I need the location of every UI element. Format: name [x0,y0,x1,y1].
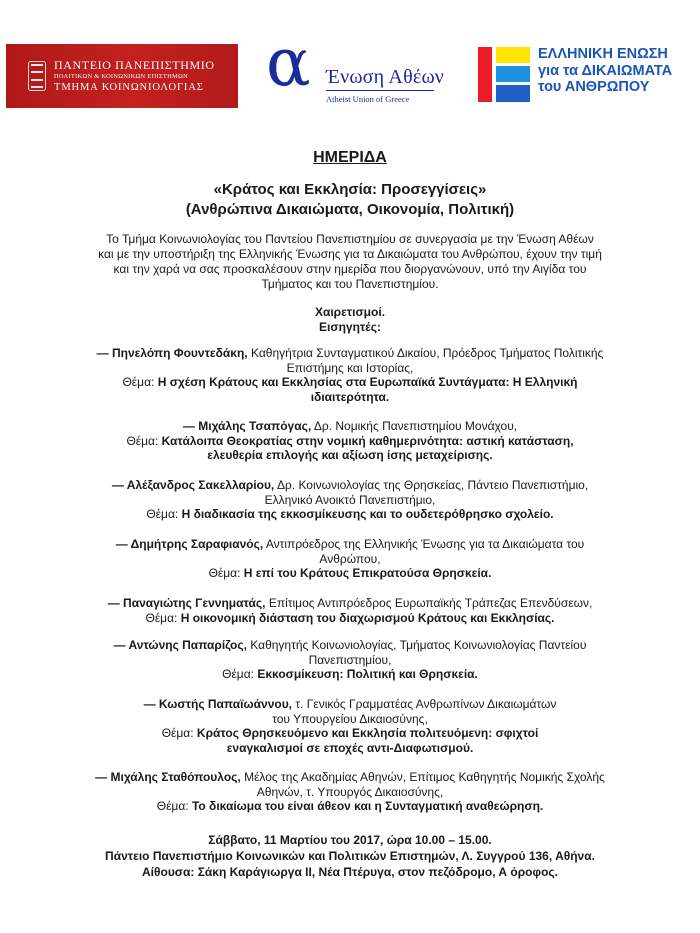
topic-prefix: Θέμα: [122,375,155,390]
atheist-union-subname: Atheist Union of Greece [326,94,410,104]
event-details [0,832,700,880]
speaker-topic: Η επί του Κράτους Επικρατούσα Θρησκεία. [243,566,492,581]
speaker-role: Ανθρώπου, [319,551,381,566]
topic-prefix: Θέμα: [146,507,179,522]
speaker-role: Μέλος της Ακαδημίας Αθηνών, Επίτιμος Καθηγητής Νομικής Σχολής [244,770,605,784]
speaker-topic: ιδιαιτερότητα. [310,389,390,404]
speaker-topic: Το δικαίωμα του είναι άθεον και η Συνταγματική αναθεώρηση. [191,799,544,814]
hlhr-red-bar [478,47,492,102]
speaker-topic: Κατάλοιπα Θεοκρατίας στην νομική καθημερινότητα: αστική κατάσταση, [161,433,574,448]
panteion-logo-text [54,59,215,94]
speaker-role: Πανεπιστημίου, [308,652,392,667]
hlhr-logo-line2: για τα ΔΙΚΑΙΩΜΑΤΑ [538,62,673,79]
speaker-block [60,419,640,463]
atheist-union-name: Ένωση Αθέων [326,66,445,88]
event-title: ΗΜΕΡΙΔΑ [313,149,387,166]
speaker-role: Αντιπρόεδρος της Ελληνικής Ένωσης για τα Δικαιώματα του [265,537,585,551]
speaker-block [60,770,640,814]
speaker-name: — Δημήτρης Σαραφιανός, [115,537,264,551]
speaker-name: — Παναγιώτης Γεννηματάς, [107,596,266,610]
speaker-block [60,478,640,522]
speaker-block [60,346,640,404]
speaker-role: του Υπουργείου Δικαιοσύνης, [272,711,428,726]
event-subtitle [0,180,700,220]
atheist-logo-divider [326,90,434,91]
hlhr-logo-line3: του ΑΝΘΡΩΠΟΥ [538,79,650,96]
hlhr-yellow-block [496,47,530,63]
speaker-role: Επίτιμος Αντιπρόεδρος Ευρωπαϊκής Τράπεζας Επενδύσεων, [268,596,593,610]
panteion-logo-line3: ΤΜΗΜΑ ΚΟΙΝΩΝΙΟΛΟΓΙΑΣ [54,81,204,93]
event-room: Αίθουσα: Σάκη Καράγιωργα ΙΙ, Νέα Πτέρυγα, στον πεζόδρομο, Α όροφος. [142,865,558,879]
intro-line: και με την υποστήριξη της Ελληνικής Ένωσης για τα Δικαιώματα του Ανθρώπου, έχουν την τιμή [98,247,602,261]
intro-line: και την χαρά να σας προσκαλέσουν στην ημερίδα που διοργανώνουν, υπό την Αιγίδα του [113,262,587,276]
speaker-role: Καθηγήτρια Συνταγματικού Δικαίου, Πρόεδρος Τμήματος Πολιτικής [250,346,604,360]
speaker-block [60,638,640,682]
speaker-block [60,596,640,625]
speaker-role: Αθηνών, τ. Υπουργός Δικαιοσύνης, [256,784,444,799]
panteion-logo [6,44,238,108]
speaker-role: Ελληνικό Ανοικτό Πανεπιστήμιο, [264,492,436,507]
hlhr-logo [478,46,692,106]
speaker-name: — Αλέξανδρος Σακελλαρίου, [111,478,275,492]
speaker-name: — Μιχάλης Σταθόπουλος, [95,770,241,784]
event-date: Σάββατο, 11 Μαρτίου του 2017, ώρα 10.00 – 15.00. [208,833,492,847]
speaker-name: — Αντώνης Παπαρίζος, [113,638,247,652]
event-venue: Πάντειο Πανεπιστήμιο Κοινωνικών και Πολιτικών Επιστημών, Λ. Συγγρού 136, Αθήνα. [105,849,595,863]
speaker-topic: Η διαδικασία της εκκοσμίκευσης και το ουδετερόθρησκο σχολείο. [181,507,554,522]
speaker-role: Δρ. Νομικής Πανεπιστημίου Μονάχου, [313,419,518,433]
hlhr-logo-text [538,46,672,96]
speaker-topic: εναγκαλισμοί σε εποχές αντι-Διαφωτισμού. [226,740,474,755]
panteion-logo-line2: ΠΟΛΙΤΙΚΩΝ & ΚΟΙΝΩΝΙΚΩΝ ΕΠΙΣΤΗΜΩΝ [54,72,188,80]
speaker-role: Καθηγητής Κοινωνιολογίας, Τμήματος Κοινωνιολογίας Παντείου [250,638,587,652]
hlhr-dark-blue-block [496,85,530,102]
intro-line: Το Τμήμα Κοινωνιολογίας του Παντείου Πανεπιστημίου σε συνεργασία με την Ένωση Αθέων [106,232,594,246]
speaker-name: — Πηνελόπη Φουντεδάκη, [96,346,248,360]
program-heading [0,305,700,335]
speaker-block [60,537,640,581]
speaker-topic: Η σχέση Κράτους και Εκκλησίας στα Ευρωπαϊκά Συντάγματα: Η Ελληνική [157,375,578,390]
topic-prefix: Θέμα: [145,610,178,625]
hlhr-logo-line1: ΕΛΛΗΝΙΚΗ ΕΝΩΣΗ [538,46,668,62]
speaker-topic: Κράτος Θρησκευόμενο και Εκκλησία πολιτευόμενη: σφιχτοί [196,726,539,741]
topic-prefix: Θέμα: [222,667,254,682]
university-emblem-icon [28,61,46,91]
greetings-label: Χαιρετισμοί. [314,305,386,319]
topic-prefix: Θέμα: [126,433,159,448]
speaker-block [60,697,640,755]
hlhr-blue-block [496,66,530,82]
speaker-role: Επιστήμης και Ιστορίας, [286,360,414,375]
speaker-topic: Η οικονομική διάσταση του διαχωρισμού Κράτους και Εκκλησίας. [180,610,555,625]
event-subtitle-line2: (Ανθρώπινα Δικαιώματα, Οικονομία, Πολιτική) [185,201,515,218]
speaker-topic: Εκκοσμίκευση: Πολιτική και Θρησκεία. [257,667,478,682]
speaker-name: — Κωστής Παπαϊωάννου, [143,697,293,711]
speaker-topic: ελευθερία επιλογής και αξίωση ίσης μεταχείρισης. [207,448,493,463]
alpha-symbol-icon: α [266,24,311,101]
speaker-role: τ. Γενικός Γραμματέας Ανθρωπίνων Δικαιωμάτων [295,697,557,711]
speakers-label: Εισηγητές: [319,320,381,334]
speaker-role: Δρ. Κοινωνιολογίας της Θρησκείας, Πάντειο Πανεπιστήμιο, [276,478,589,492]
intro-line: Τμήματος και του Πανεπιστημίου. [261,277,439,291]
event-subtitle-line1: «Κράτος και Εκκλησία: Προσεγγίσεις» [213,181,487,198]
topic-prefix: Θέμα: [208,566,241,581]
panteion-logo-line1: ΠΑΝΤΕΙΟ ΠΑΝΕΠΙΣΤΗΜΙΟ [54,57,215,72]
intro-paragraph [80,232,620,292]
atheist-union-logo [262,24,445,106]
topic-prefix: Θέμα: [156,799,189,814]
topic-prefix: Θέμα: [161,726,194,741]
speaker-name: — Μιχάλης Τσαπόγας, [182,419,312,433]
